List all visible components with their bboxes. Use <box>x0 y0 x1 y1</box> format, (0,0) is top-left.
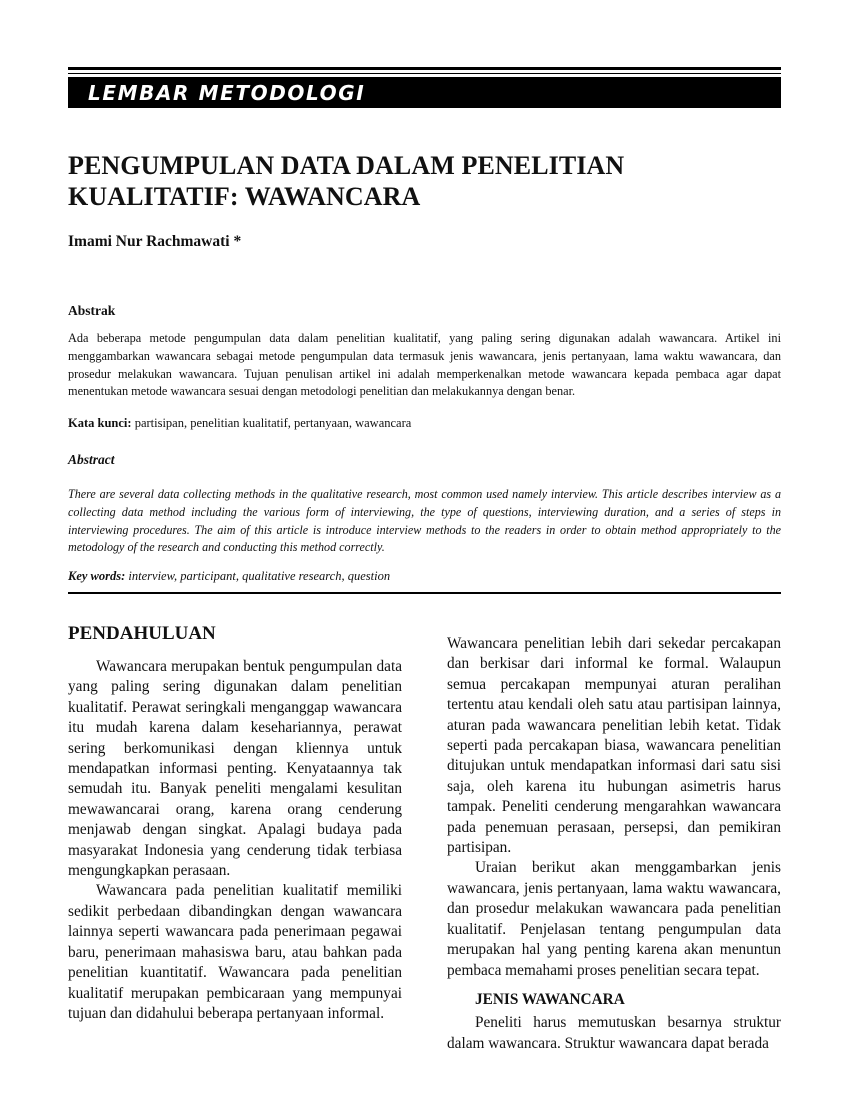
key-words-values: interview, participant, qualitative research, question <box>125 569 391 583</box>
article-author: Imami Nur Rachmawati * <box>68 233 242 250</box>
top-rule-thick <box>68 67 781 70</box>
subsection-heading-jenis-wawancara: JENIS WAWANCARA <box>475 990 625 1008</box>
key-words-label: Key words: <box>68 569 126 583</box>
abstrak-text: Ada beberapa metode pengumpulan data dalam penelitian kualitatif, yang paling sering digunakan adalah wawancara. Artikel ini menggambarkan wawancara sebagai metode pengumpulan data termasuk jenis wawancara, jenis pertanyaan, lama waktu wawancara, dan prosedur melakukan wawancara. Tujuan penulisan artikel ini adalah memperkenalkan metode wawancara kepada pembaca agar dapat menentukan metode wawancara sesuai dengan metodologi penelitian dan melakukannya dengan benar. <box>68 331 781 399</box>
paragraph: Peneliti harus memutuskan besarnya struktur dalam wawancara. Struktur wawancara dapat berada <box>447 1014 781 1052</box>
kata-kunci <box>68 416 411 431</box>
abstract-heading: Abstract <box>68 452 115 467</box>
kata-kunci-label: Kata kunci: <box>68 416 132 430</box>
paragraph: Wawancara pada penelitian kualitatif memiliki sedikit perbedaan dibandingkan dengan wawancara lainnya seperti wawancara pada penerimaan pegawai baru, penerimaan mahasiswa baru, atau bahkan pada penelitian kuantitatif. Wawancara pada penelitian kualitatif merupakan pembicaraan yang mempunyai tujuan dan didahului beberapa pertanyaan informal. <box>68 882 402 1022</box>
abstrak-heading: Abstrak <box>68 303 116 318</box>
abstract-text: There are several data collecting methods in the qualitative research, most common used namely interview. This article describes interview as a collecting data method including the various form of interviewing, the type of questions, interviewing duration, and a series of steps in interviewing procedures. The aim of this article is introduce interview methods to the readers in order to obtain method appropriately to the metodology of the research and conducting this method correctly. <box>68 487 781 555</box>
banner-label: LEMBAR METODOLOGI <box>88 81 366 105</box>
section-heading-pendahuluan: PENDAHULUAN <box>68 623 216 644</box>
paragraph: Wawancara merupakan bentuk pengumpulan data yang paling sering digunakan dalam penelitian kualitatif. Perawat seringkali menganggap wawancara itu mudah karena dalam kesehariannya, perawat sering berkomunikasi dengan kliennya untuk mendapatkan informasi penting. Kenyataannya tak semudah itu. Banyak peneliti mengalami kesulitan mewawancarai orang, karena orang cenderung menjawab dengan singkat. Apalagi budaya pada masyarakat Indonesia yang cenderung tidak terbiasa mengungkapkan perasaan. <box>68 658 402 880</box>
paragraph: Wawancara penelitian lebih dari sekedar percakapan dan berkisar dari informal ke formal. Walaupun semua percakapan mempunyai aturan peralihan tertentu atau kendali oleh satu atau partisipan lainnya, aturan pada wawancara penelitian lebih ketat. Tidak seperti pada percakapan biasa, wawancara penelitian ditujukan untuk mendapatkan informasi dari satu sisi saja, oleh karena itu hubungan asimetris harus tampak. Peneliti cenderung mengarahkan wawancara pada penemuan perasaan, persepsi, dan pemikiran partisipan. <box>447 635 781 857</box>
left-column <box>68 657 402 1024</box>
right-column <box>447 634 781 1054</box>
top-rule-thin <box>68 73 781 74</box>
section-banner <box>68 77 781 108</box>
paragraph: Uraian berikut akan menggambarkan jenis wawancara, jenis pertanyaan, lama waktu wawancara, dan prosedur melakukan wawancara pada penelitian kualitatif. Penjelasan tentang pengumpulan data merupakan hal yang penting karena akan menuntun pembaca memahami proses penelitian secara tepat. <box>447 859 781 979</box>
kata-kunci-values: partisipan, penelitian kualitatif, pertanyaan, wawancara <box>131 416 412 430</box>
abstract-divider <box>68 592 781 594</box>
key-words <box>68 569 390 584</box>
article-title: PENGUMPULAN DATA DALAM PENELITIAN KUALITATIF: WAWANCARA <box>68 151 625 211</box>
